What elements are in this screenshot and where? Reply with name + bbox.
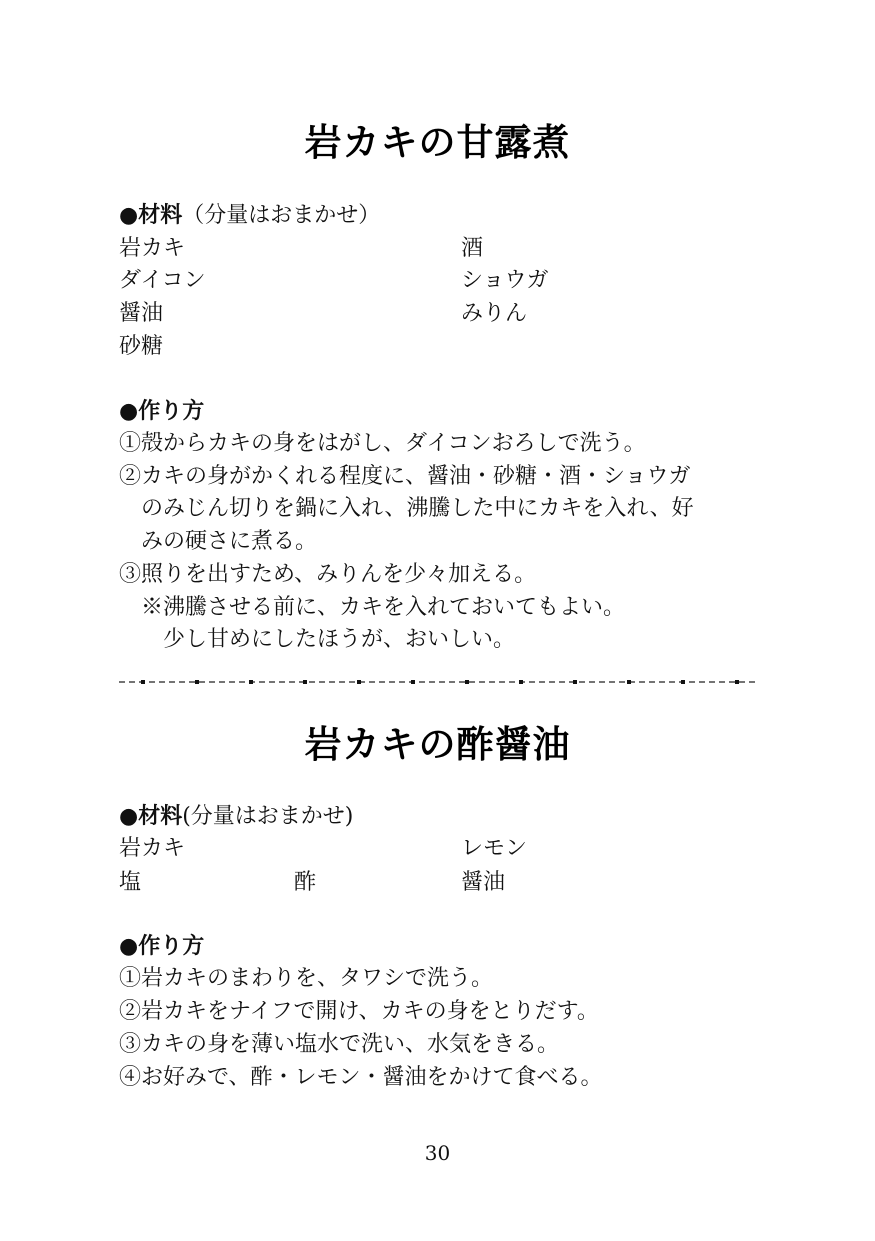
recipe-1-title: 岩カキの甘露煮 [304,121,571,164]
ingredient-item: レモン [461,836,528,861]
ingredient-item: 塩 [119,870,142,895]
ingredient-item: 酢 [294,870,317,895]
ingredient-item: 醤油 [119,301,164,326]
method-step: ③照りを出すため、みりんを少々加える。 [119,562,537,587]
recipe-2-ingredients-heading [119,806,353,828]
method-note: ※沸騰させる前に、カキを入れておいてもよい。 [119,595,626,620]
method-step: ④お好みで、酢・レモン・醤油をかけて食べる。 [119,1065,603,1090]
ingredients-heading-label: ●材料 [119,804,183,829]
method-heading-label: ●作り方 [119,934,205,959]
recipe-2-title: 岩カキの酢醤油 [304,723,571,766]
recipe-2-method-heading [119,936,204,958]
ingredient-item: 醤油 [461,870,506,895]
ingredients-heading-label: ●材料 [119,203,183,228]
ingredients-heading-note: （分量はおまかせ） [182,203,381,228]
ingredient-item: 酒 [461,236,484,261]
ingredient-item: 岩カキ [119,236,186,261]
method-step: ②岩カキをナイフで開け、カキの身をとりだす。 [119,999,599,1024]
section-divider [119,680,756,684]
method-heading-label: ●作り方 [119,399,205,424]
ingredient-item: ショウガ [461,268,549,293]
method-step: ③カキの身を薄い塩水で洗い、水気をきる。 [119,1032,560,1057]
ingredients-heading-note: (分量はおまかせ) [182,804,354,829]
ingredient-item: みりん [461,301,528,326]
ingredient-item: ダイコン [119,268,206,293]
method-step: ①岩カキのまわりを、タワシで洗う。 [119,966,494,991]
method-step: ②カキの身がかくれる程度に、醤油・砂糖・酒・ショウガ [119,464,691,489]
method-step: のみじん切りを鍋に入れ、沸騰した中にカキを入れ、好 [119,496,694,521]
method-note: 少し甘めにしたほうが、おいしい。 [119,627,516,652]
recipe-1-ingredients-heading [119,205,380,227]
ingredient-item: 砂糖 [119,334,164,359]
ingredient-item: 岩カキ [119,836,186,861]
method-step: ①殻からカキの身をはがし、ダイコンおろしで洗う。 [119,431,646,456]
recipe-1-method-heading [119,401,204,423]
page-number: 30 [424,1141,451,1165]
method-step: みの硬さに煮る。 [119,529,318,554]
